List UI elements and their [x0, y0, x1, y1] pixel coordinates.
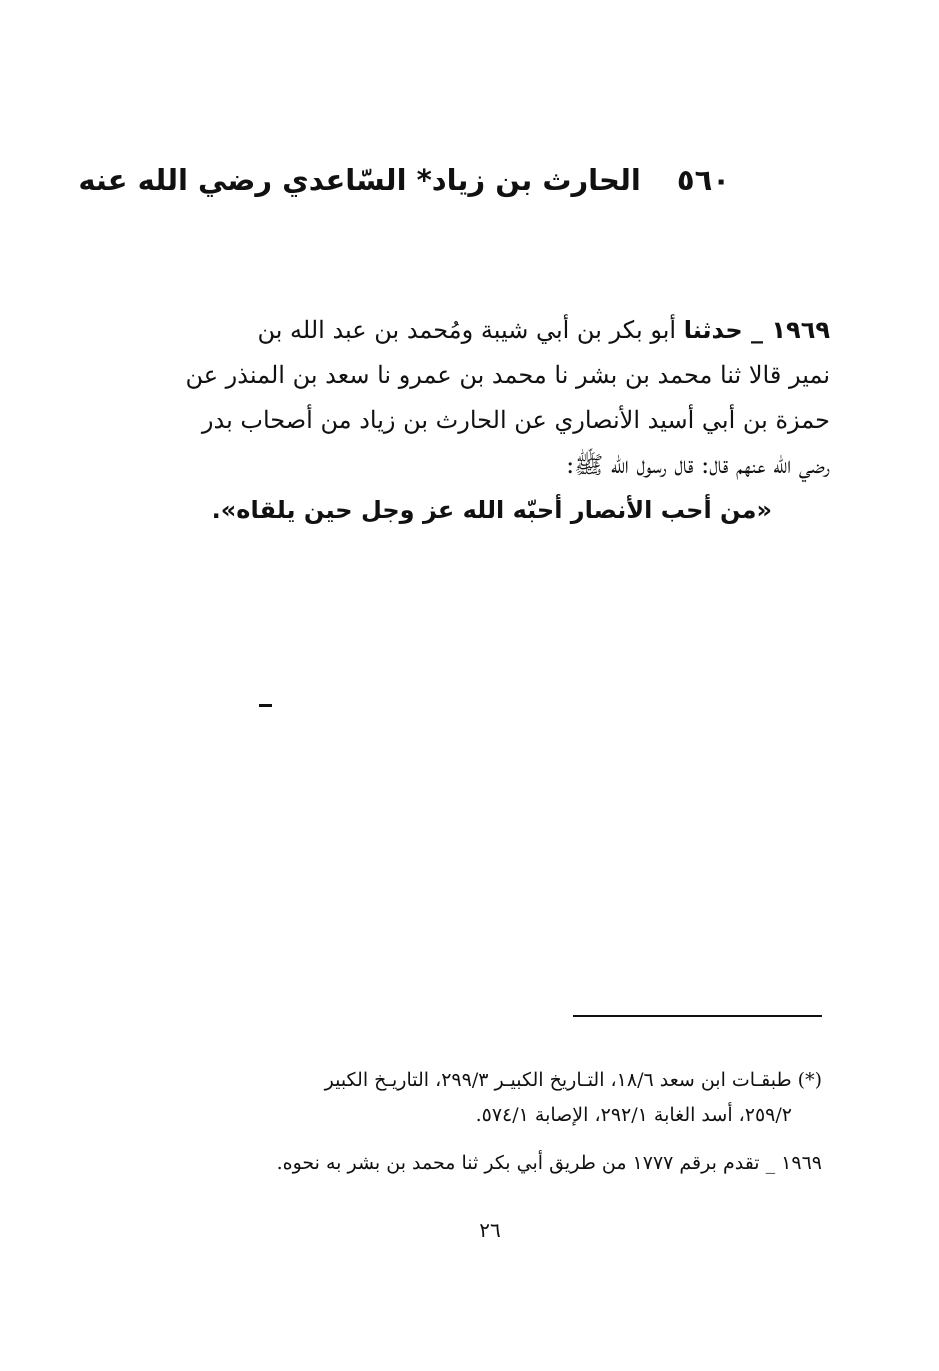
chapter-number: ٥٦٠	[676, 163, 730, 197]
hadith-number: ١٩٦٩ _ حدثنا	[683, 316, 830, 344]
hadith-line-4: رضي الله عنهم قال: قال رسول الله ﷺ:	[566, 451, 830, 479]
stray-dash-mark	[259, 704, 272, 707]
hadith-line-1-text: أبو بكر بن أبي شيبة ومُحمد بن عبد الله بن	[257, 316, 677, 344]
chapter-heading	[78, 160, 730, 200]
hadith-text	[150, 308, 830, 533]
footnote-2: ١٩٦٩ _ تقدم برقم ١٧٧٧ من طريق أبي بكر ثنا محمد بن بشر به نحوه.	[276, 1152, 822, 1174]
hadith-line-2: نمير قالا ثنا محمد بن بشر نا محمد بن عمرو نا سعد بن المنذر عن	[185, 361, 830, 389]
hadith-quote: «من أحب الأنصار أحبّه الله عز وجل حين يلقاه».	[211, 496, 772, 524]
footnotes	[150, 1063, 822, 1181]
footnote-1-line-2: ٢٥٩/٢، أسد الغابة ٢٩٢/١، الإصابة ٥٧٤/١.	[475, 1104, 792, 1126]
hadith-line-3: حمزة بن أبي أسيد الأنصاري عن الحارث بن زياد من أصحاب بدر	[201, 406, 830, 434]
hadith-line-1	[150, 308, 830, 353]
page-number: ٢٦	[479, 1218, 501, 1242]
footnote-divider	[573, 1015, 822, 1017]
footnote-1-line-1: (*) طبقـات ابن سعد ١٨/٦، التـاريخ الكبيـر ٢٩٩/٣، التاريـخ الكبير	[324, 1069, 822, 1091]
chapter-title: الحارث بن زياد* السّاعدي رضي الله عنه	[78, 163, 641, 197]
